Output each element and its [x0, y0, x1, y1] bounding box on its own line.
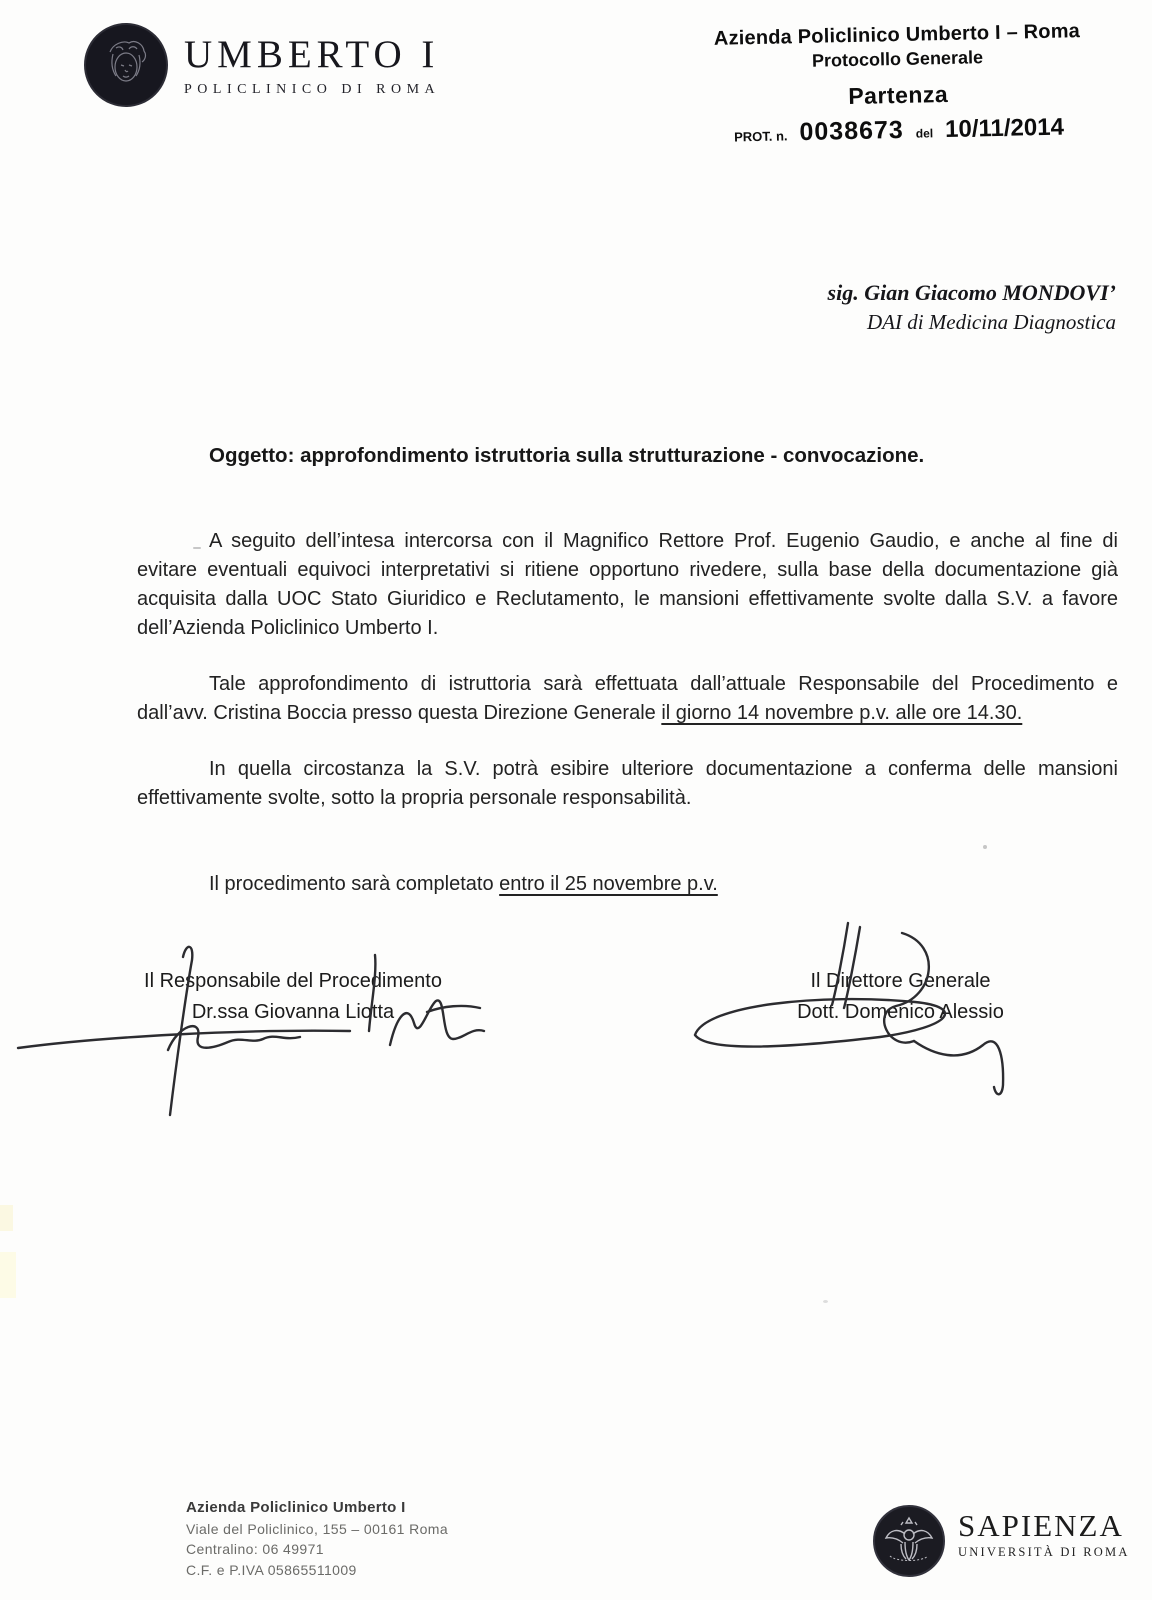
sapienza-title: SAPIENZA — [958, 1508, 1124, 1543]
paragraph-4-underlined-deadline: entro il 25 novembre p.v. — [499, 873, 718, 895]
footer-tax-code: C.F. e P.IVA 05865511009 — [186, 1561, 357, 1578]
stamp-org-line: Azienda Policlinico Umberto I – Roma — [713, 20, 1081, 50]
sapienza-logo — [868, 1498, 1130, 1588]
recipient-department: DAI di Medicina Diagnostica — [866, 310, 1116, 334]
protocol-date-value: 10/11/2014 — [944, 113, 1065, 144]
paragraph-4-text: Il procedimento sarà completato — [209, 873, 500, 895]
stamp-office-line: Protocollo Generale — [811, 47, 984, 71]
letterhead-title: UMBERTO I — [184, 33, 440, 76]
paragraph-1: A seguito dell’intesa intercorsa con il Magnifico Rettore Prof. Eugenio Gaudio, e anche al fine di evitare eventuali equivoci interpretativi si ritiene opportuno rivedere, sulla base della documentazione già acquisita dalla UOC Stato Giuridico e Reclutamento, le mansioni effettivamente svolte dalla S.V. a favore dell’Azienda Policlinico Umberto I. — [137, 530, 1118, 639]
scan-artifact-dot-2 — [823, 1300, 828, 1303]
sapienza-subtitle: UNIVERSITÀ DI ROMA — [958, 1545, 1130, 1559]
scan-artifact-smudge — [0, 1205, 13, 1231]
protocol-stamp — [697, 20, 1099, 149]
sapienza-text — [958, 1508, 1130, 1560]
footer-address-block — [186, 1499, 448, 1578]
signature-block-right — [778, 966, 1023, 1028]
stamp-protocol-row — [699, 112, 1100, 149]
footer-organization: Azienda Policlinico Umberto I — [186, 1499, 406, 1516]
stamp-direction-line: Partenza — [848, 80, 949, 110]
sapienza-emblem-icon — [872, 1504, 946, 1583]
protocol-number-label: PROT. n. — [733, 128, 788, 145]
scan-artifact-dash — [193, 547, 201, 549]
footer-phone: Centralino: 06 49971 — [186, 1541, 324, 1557]
paragraph-3: In quella circostanza la S.V. potrà esibire ulteriore documentazione a conferma delle mansioni effettivamente svolte, sotto la propria personale responsabilità. — [137, 758, 1118, 809]
letterhead-subtitle: POLICLINICO DI ROMA — [184, 82, 441, 97]
paragraph-2-text: Tale approfondimento di istruttoria sarà effettuata dall’attuale Responsabile del Procedimento e dall’avv. Cristina Boccia presso questa Direzione Generale — [137, 673, 1118, 724]
recipient-block — [828, 280, 1116, 335]
signer-role-right: Il Direttore Generale — [810, 970, 991, 992]
umberto-emblem-icon — [83, 22, 169, 113]
letterhead-text — [184, 32, 440, 98]
letter-body — [137, 527, 1118, 899]
signature-block-left — [128, 966, 458, 1028]
paragraph-2-underlined-date: il giorno 14 novembre p.v. alle ore 14.30. — [661, 702, 1023, 724]
subject-line: Oggetto: approfondimento istruttoria sulla strutturazione - convocazione. — [209, 444, 925, 467]
footer-address: Viale del Policlinico, 155 – 00161 Roma — [186, 1520, 449, 1537]
paragraph-2 — [137, 670, 1118, 728]
paragraph-4 — [137, 870, 1118, 899]
protocol-number-value: 0038673 — [799, 115, 905, 147]
protocol-date-label: del — [915, 126, 934, 141]
signer-name-right: Dott. Domenico Alessio — [797, 1001, 1004, 1023]
signer-name-left: Dr.ssa Giovanna Liotta — [191, 1001, 395, 1023]
signer-role-left: Il Responsabile del Procedimento — [144, 970, 442, 992]
scan-artifact-smudge-2 — [0, 1252, 16, 1298]
recipient-name: sig. Gian Giacomo MONDOVI’ — [827, 280, 1116, 305]
scan-artifact-dot — [983, 845, 987, 849]
letterhead — [80, 18, 500, 118]
